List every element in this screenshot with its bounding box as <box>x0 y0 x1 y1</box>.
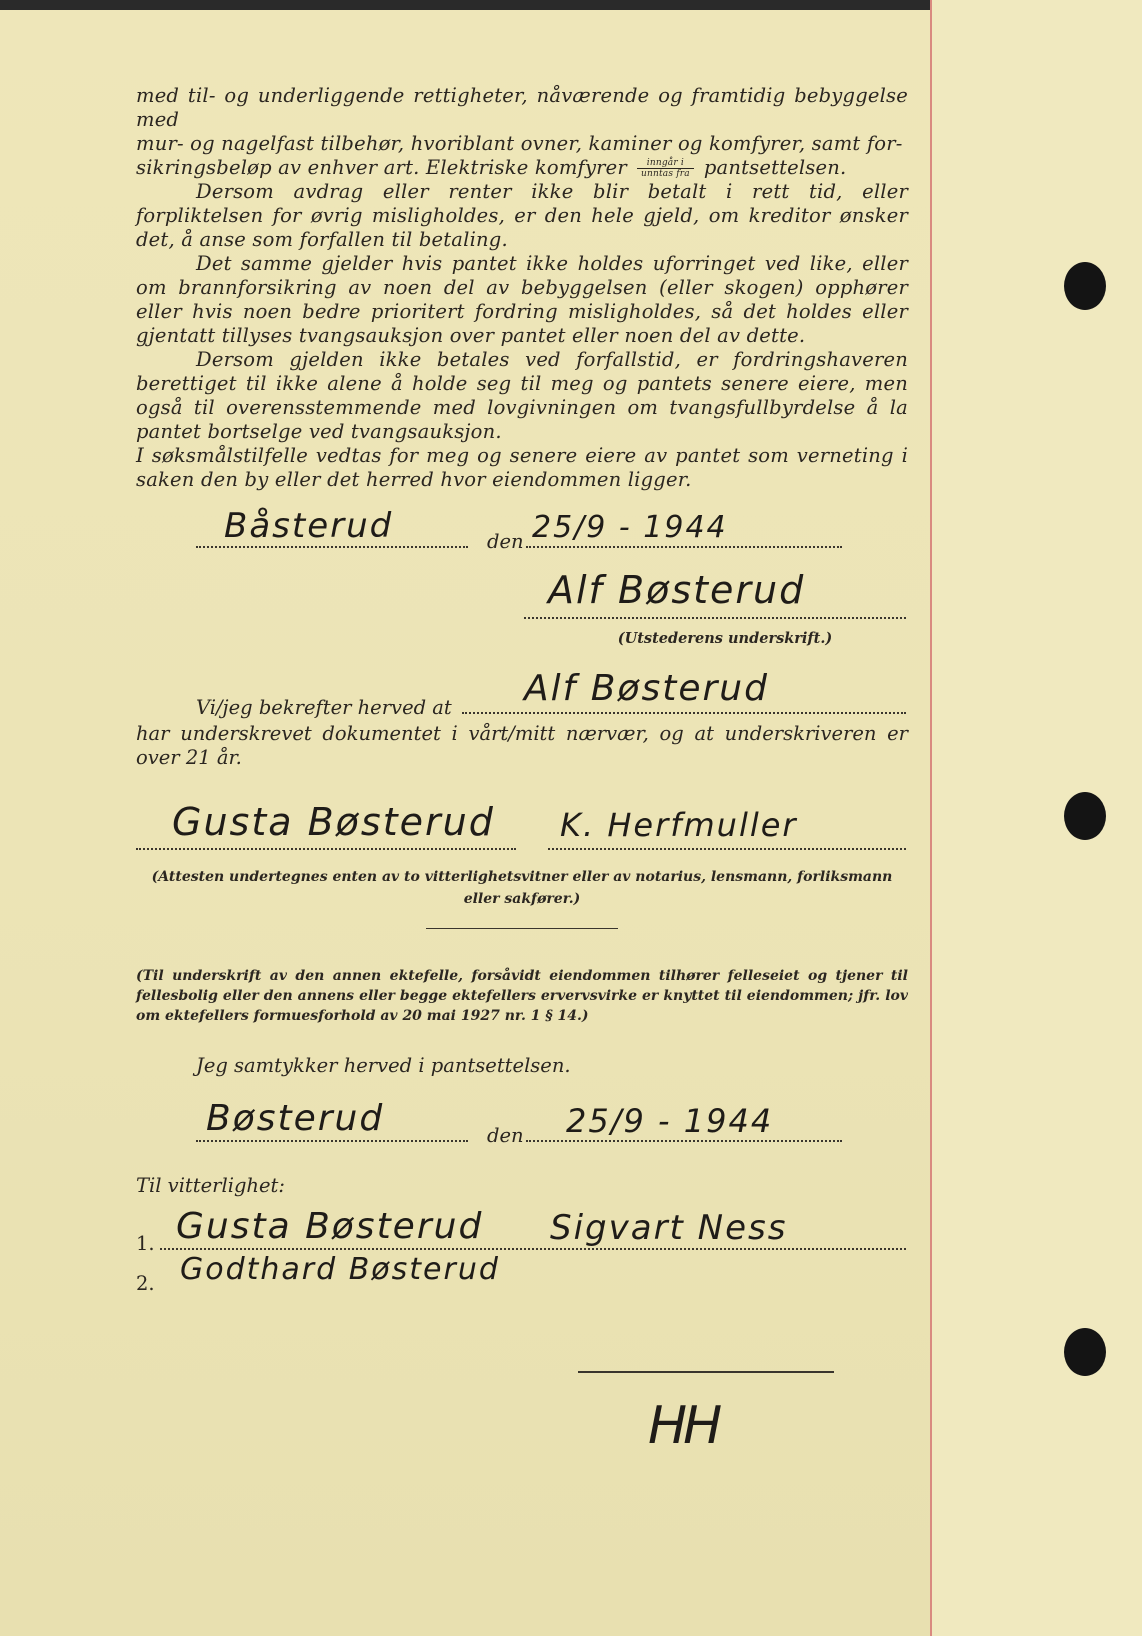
margin-strip <box>930 0 1142 1636</box>
consent-place-line <box>196 1140 468 1142</box>
body-text <box>136 84 908 492</box>
witness1-signature: Gusta Bøsterud <box>172 800 495 844</box>
margin-rule <box>930 0 932 1636</box>
issuer-signature: Alf Bøsterud <box>548 568 806 612</box>
attest-name-line <box>462 712 906 714</box>
initials-handwriting: HH <box>648 1396 719 1456</box>
paragraph-due: Dersom gjelden ikke betales ved forfallstid, er fordringshaveren berettiget til ikke alene å holde seg til meg og pantets senere eiere, men også til overensstemmende med lovgivningen om tvangsfullbyrdelse å la pantet bortselge ved tvangsauksjon. <box>136 348 908 443</box>
date-handwriting: 25/9 - 1944 <box>532 510 728 545</box>
witnesses-heading: Til vitterlighet: <box>136 1174 285 1197</box>
separator <box>426 928 618 929</box>
body-line-start: sikringsbeløp av enhver art. Elektriske komfyrer <box>136 156 627 179</box>
fraction-bottom: unntas fra <box>640 169 690 179</box>
paragraph-pledge: Det samme gjelder hvis pantet ikke holdes uforringet ved like, eller om brannforsikring av noen del av bebyggelsen (eller skogen) opphører eller hvis noen bedre prioritert fordring misligholdes, så det holdes eller gjentatt tillyses tvangsauksjon over pantet eller noen del av dette. <box>136 252 908 347</box>
signature-caption: (Utstederens underskrift.) <box>617 630 833 647</box>
spouse-note: (Til underskrift av den annen ektefelle, forsåvidt eiendommen tilhører felleseiet og tjener til fellesbolig eller den annens eller begge ektefellers ervervsvirke er knyttet til eiendommen; jfr. lov om ektefellers formuesforhold av 20 mai 1927 nr. 1 § 14.) <box>136 968 908 1024</box>
attest-line2: har underskrevet dokumentet i vårt/mitt nærvær, og at underskriveren er <box>136 722 908 745</box>
consent-date-handwriting: 25/9 - 1944 <box>566 1102 774 1140</box>
paragraph-venue: I søksmålstilfelle vedtas for meg og senere eiere av pantet som verneting i saken den by eller det herred hvor eiendommen ligger. <box>136 444 908 491</box>
fraction-top: inngår i <box>637 158 694 169</box>
den-label: den <box>487 530 524 553</box>
date-line <box>526 546 842 548</box>
place-line <box>196 546 468 548</box>
attest-line3: over 21 år. <box>136 746 242 769</box>
witness-line-1 <box>160 1248 906 1250</box>
witness-number-1: 1. <box>136 1232 155 1255</box>
attest-name-handwriting: Alf Bøsterud <box>524 668 769 709</box>
consent-date-line <box>526 1140 842 1142</box>
witness-signature-1a: Gusta Bøsterud <box>176 1206 484 1247</box>
punch-hole <box>1064 1328 1106 1376</box>
body-line: med til- og underliggende rettigheter, nåværende og framtidig bebyggelse med <box>136 84 908 131</box>
witness-signature-2: Godthard Bøsterud <box>180 1252 500 1287</box>
body-line-end: pantsettelsen. <box>703 156 847 179</box>
punch-hole <box>1064 792 1106 840</box>
body-line: mur- og nagelfast tilbehør, hvoriblant ovner, kaminer og komfyrer, samt for- <box>136 132 903 155</box>
consent-text: Jeg samtykker herved i pantsettelsen. <box>196 1054 571 1077</box>
place-handwriting: Båsterud <box>224 506 394 546</box>
attest-caption: (Attesten undertegnes enten av to vitterlighetsvitner eller av notarius, lensmann, forliksmann eller sakfører.) <box>151 869 893 907</box>
attest-label: Vi/jeg bekrefter herved at <box>196 696 452 719</box>
witness1-line <box>136 848 516 850</box>
consent-place-handwriting: Bøsterud <box>206 1098 385 1139</box>
witness-number-2: 2. <box>136 1272 155 1295</box>
signature-line <box>524 617 906 619</box>
fraction <box>637 158 694 179</box>
punch-hole <box>1064 262 1106 310</box>
bottom-rule <box>578 1371 834 1373</box>
paragraph-default: Dersom avdrag eller renter ikke blir betalt i rett tid, eller forpliktelsen for øvrig misligholdes, er den hele gjeld, om kreditor ønsker det, å anse som forfallen til betaling. <box>136 180 908 251</box>
witness-signature-1b: Sigvart Ness <box>550 1208 788 1248</box>
witness2-line <box>548 848 906 850</box>
body-line <box>136 156 908 180</box>
witness2-signature: K. Herfmuller <box>560 806 798 844</box>
consent-den-label: den <box>487 1124 524 1147</box>
